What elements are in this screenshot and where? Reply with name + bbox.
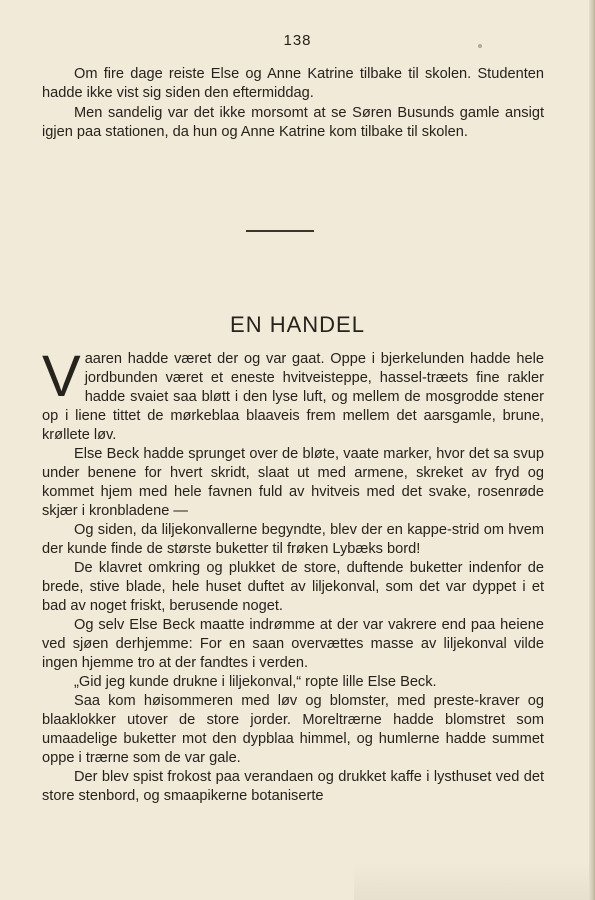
- chapter-title: EN HANDEL: [230, 312, 365, 337]
- chapter-paragraph-1: [42, 344, 544, 445]
- chapter-paragraph-4: De klavret omkring og plukket de store, duftende buketter indenfor de brede, stive blade, hele huset duftet av liljekonval, som det var dyppet i et bad av noget friskt, berusende noget.: [42, 560, 544, 614]
- chapter-body: [42, 344, 544, 806]
- chapter-paragraph-5: Og selv Else Beck maatte indrømme at der var vakrere end paa heiene ved sjøen derhjemme: For en saan overvættes masse av liljekonval vilde ingen hjemme tro at der fandtes i verden.: [42, 617, 544, 671]
- page-number: 138: [283, 32, 312, 49]
- intro-paragraph-1: Om fire dage reiste Else og Anne Katrine tilbake til skolen. Studenten hadde ikke vist sig siden den eftermiddag.: [42, 66, 544, 101]
- chapter-paragraph-6: „Gid jeg kunde drukne i liljekonval,“ ropte lille Else Beck.: [74, 674, 437, 690]
- section-divider: [246, 230, 314, 232]
- page-corner: [354, 862, 589, 900]
- chapter-paragraph-7: Saa kom høisommeren med løv og blomster, med preste-kraver og blaaklokker utover de store jorder. Moreltrærne hadde blomstret som umaadelige buketter mot den dypblaa himmel, og humlerne hadde summet oppe i trærne som de var gale.: [42, 693, 544, 766]
- paper-speck: [478, 44, 482, 48]
- chapter-paragraph-3: Og siden, da liljekonvallerne begyndte, blev der en kappe-strid om hvem der kunde finde de største buketter til frøken Lybæks bord!: [42, 522, 544, 557]
- intro-paragraph-2: Men sandelig var det ikke morsomt at se Søren Busunds gamle ansigt igjen paa stationen, da hun og Anne Katrine kom tilbake til skolen.: [42, 105, 544, 140]
- page-edge: [589, 0, 595, 900]
- chapter-paragraph-1-text: aaren hadde været der og var gaat. Oppe i bjerkelunden hadde hele jordbunden været et eneste hvitveisteppe, hassel-træets fine rakler hadde svaiet saa bløtt i den lyse luft, og mellem de mosgrodde stener op i liene tittet de mørkeblaa blaaveis frem mellem det aarsgamle, brune, krøllete løv.: [42, 351, 544, 443]
- drop-cap: V: [42, 344, 81, 409]
- chapter-paragraph-8: Der blev spist frokost paa verandaen og drukket kaffe i lysthuset ved det store stenbord, og smaapikerne botaniserte: [42, 769, 544, 804]
- chapter-paragraph-2: Else Beck hadde sprunget over de bløte, vaate marker, hvor det sa svup under benene for hvert skridt, slaat ut med armene, skreket av fryd og kommet hjem med hele favnen fuld av hvitveis med det svake, rosenrøde skjær i kronbladene —: [42, 446, 544, 519]
